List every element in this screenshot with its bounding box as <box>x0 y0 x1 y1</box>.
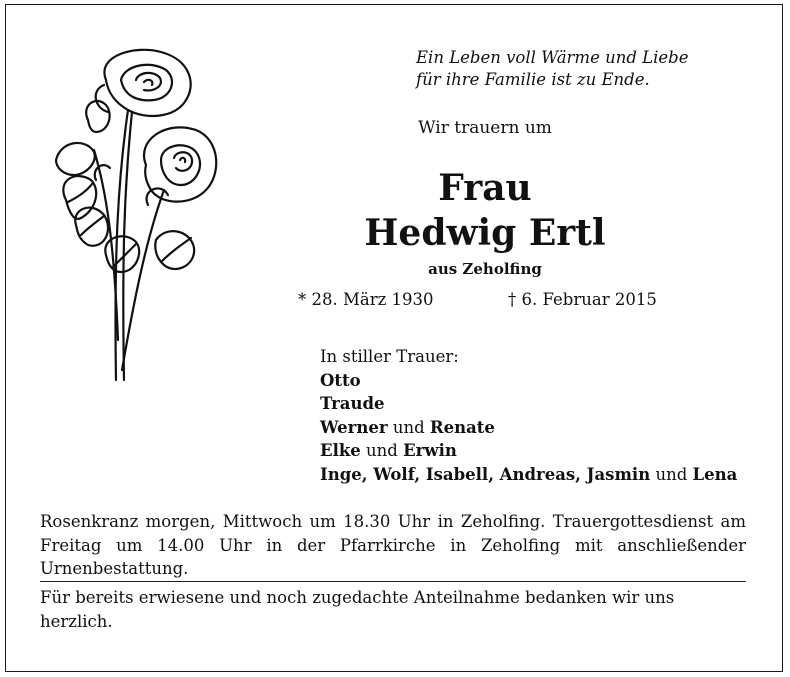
conjunction: und <box>392 417 425 437</box>
rose-illustration-icon <box>36 40 221 390</box>
mourner-werner-renate <box>320 416 737 440</box>
epigraph <box>416 47 746 91</box>
conjunction: und <box>655 464 688 484</box>
conjunction: und <box>366 441 398 460</box>
mourner-werner: Werner <box>320 417 388 437</box>
salutation: Frau <box>438 167 532 209</box>
deceased-name: Hedwig Ertl <box>364 212 606 254</box>
rosary-notice: Rosenkranz morgen, Mittwoch um 18.30 Uhr in Zeholfing. Trauergottesdienst am Freitag um 14.00 Uhr in der Pfarrkirche in Zeholfing mit anschließender Urnenbestattung. <box>40 512 746 578</box>
death-date: † 6. Februar 2015 <box>508 290 657 309</box>
mourner-lena: Lena <box>692 464 738 484</box>
epigraph-line-2: für ihre Familie ist zu Ende. <box>416 70 650 89</box>
mourners-heading: In stiller Trauer: <box>320 347 459 366</box>
mourner-elke: Elke <box>320 441 361 460</box>
mourner-elke-erwin <box>320 439 737 463</box>
origin: aus Zeholfing <box>428 260 542 278</box>
mourner-otto: Otto <box>320 370 361 390</box>
thanks-notice: Für bereits erwiesene und noch zugedachte Anteilnahme bedanken wir uns herzlich. <box>40 588 675 631</box>
mourner-inge-group: Inge, Wolf, Isabell, Andreas, Jasmin <box>320 464 651 484</box>
mourner-traude: Traude <box>320 394 385 413</box>
mourner-erwin: Erwin <box>403 441 457 460</box>
mourner-renate: Renate <box>429 417 495 437</box>
mourner-group <box>320 463 737 487</box>
birth-date: * 28. März 1930 <box>298 290 434 309</box>
epigraph-line-1: Ein Leben voll Wärme und Liebe <box>416 48 689 67</box>
divider <box>40 581 746 582</box>
mourners-list <box>320 345 737 486</box>
intro-text: Wir trauern um <box>418 118 552 138</box>
